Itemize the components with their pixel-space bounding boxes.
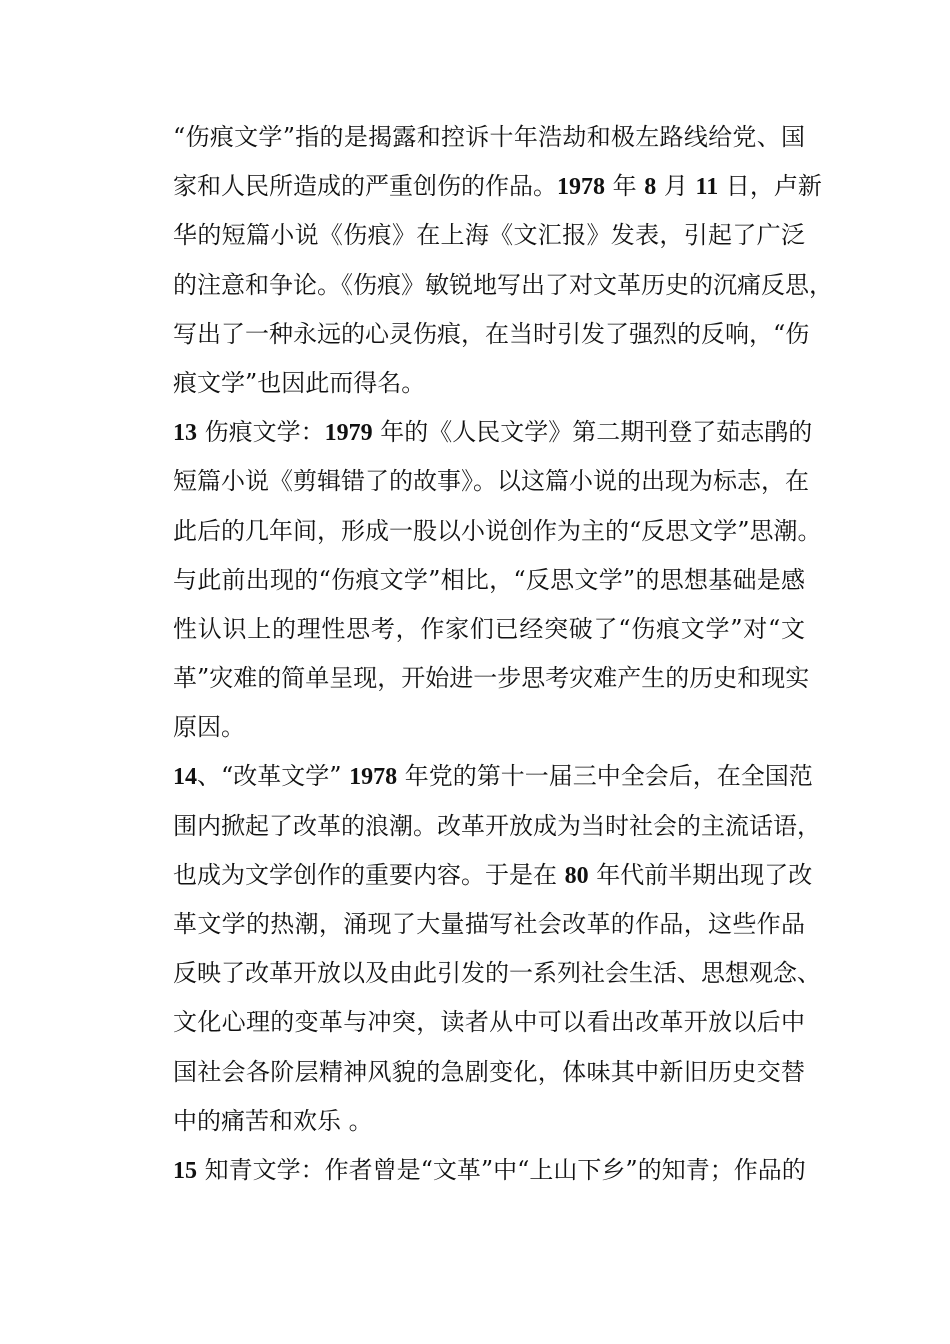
document-page <box>173 113 833 1195</box>
text-run: 华的短篇小说《伤痕》在上海《文汇报》发表，引起了广泛 <box>173 221 805 250</box>
text-run: 的注意和争论。《伤痕》敏锐地写出了对文革历史的沉痛反思， <box>173 270 833 299</box>
text-line <box>173 211 805 260</box>
text-run: 13 <box>173 420 197 447</box>
text-run: 1978 <box>557 174 605 201</box>
text-run: 文化心理的变革与冲突，读者从中可以看出改革开放以后中 <box>173 1008 805 1037</box>
text-line <box>173 851 813 900</box>
text-run: 、“改革文学” <box>197 762 350 791</box>
paragraph <box>173 1146 805 1195</box>
text-line <box>173 1048 805 1097</box>
text-line <box>173 605 805 654</box>
paragraph <box>173 408 822 752</box>
text-run: 性认识上的理性思考，作家们已经突破了“伤痕文学”对“文 <box>173 614 805 643</box>
text-run: 1979 <box>324 420 373 447</box>
text-run: 痕文学”也因此而得名。 <box>173 368 426 397</box>
text-run: 年的《人民文学》第二期刊登了茹志鹃的 <box>372 418 813 447</box>
text-line <box>173 900 805 949</box>
text-line <box>173 1097 805 1146</box>
text-run: 年代前半期出现了改 <box>588 860 813 889</box>
text-run: 年党的第十一届三中全会后，在全国范 <box>397 762 813 791</box>
text-line <box>173 654 810 703</box>
text-run: 家和人民所造成的严重创伤的作品。 <box>173 172 557 201</box>
text-run: 11 <box>695 174 719 201</box>
paragraph <box>173 113 833 408</box>
text-run: 知青文学：作者曾是“文革”中“上山下乡”的知青；作品的 <box>197 1155 806 1184</box>
text-line <box>173 162 822 211</box>
text-line <box>173 752 813 801</box>
text-run: 写出了一种永远的心灵伤痕，在当时引发了强烈的反响，“伤 <box>173 319 810 348</box>
text-line <box>173 359 805 408</box>
text-run: 也成为文学创作的重要内容。于是在 <box>173 860 565 889</box>
text-run: 短篇小说《剪辑错了的故事》。以这篇小说的出现为标志，在 <box>173 467 809 496</box>
text-line <box>173 703 805 752</box>
text-run: 15 <box>173 1157 197 1184</box>
text-run: 80 <box>564 862 589 889</box>
text-run: 反映了改革开放以及由此引发的一系列社会生活、思想观念、 <box>173 959 821 988</box>
text-run: 年 <box>605 172 645 201</box>
paragraph <box>173 752 821 1146</box>
text-run: 8 <box>644 174 657 201</box>
text-run: 原因。 <box>173 713 245 742</box>
text-run: 月 <box>656 172 696 201</box>
text-line <box>173 949 821 998</box>
text-line <box>173 408 813 457</box>
text-line <box>173 310 810 359</box>
text-line <box>173 261 833 310</box>
text-line <box>173 556 805 605</box>
text-run: 革文学的热潮，涌现了大量描写社会改革的作品，这些作品 <box>173 910 805 938</box>
text-run: 日，卢新 <box>718 172 822 201</box>
text-run: 此后的几年间，形成一股以小说创作为主的“反思文学”思潮。 <box>173 516 822 545</box>
text-run: 与此前出现的“伤痕文学”相比，“反思文学”的思想基础是感 <box>173 565 805 594</box>
text-run: 1978 <box>349 764 398 791</box>
text-run: 伤痕文学： <box>197 418 325 447</box>
text-run: 围内掀起了改革的浪潮。改革开放成为当时社会的主流话语， <box>173 811 821 840</box>
text-run: 14 <box>173 764 197 791</box>
text-run: “伤痕文学”指的是揭露和控诉十年浩劫和极左路线给党、国 <box>173 123 805 151</box>
text-run: 革”灾难的简单呈现，开始进一步思考灾难产生的历史和现实 <box>173 664 810 693</box>
text-line <box>173 998 805 1047</box>
text-line <box>173 1146 805 1195</box>
text-run: 国社会各阶层精神风貌的急剧变化，体味其中新旧历史交替 <box>173 1057 805 1086</box>
text-line <box>173 507 822 556</box>
text-run: 中的痛苦和欢乐 。 <box>173 1106 373 1135</box>
text-line <box>173 802 821 851</box>
text-line <box>173 457 809 506</box>
text-line <box>173 113 805 162</box>
